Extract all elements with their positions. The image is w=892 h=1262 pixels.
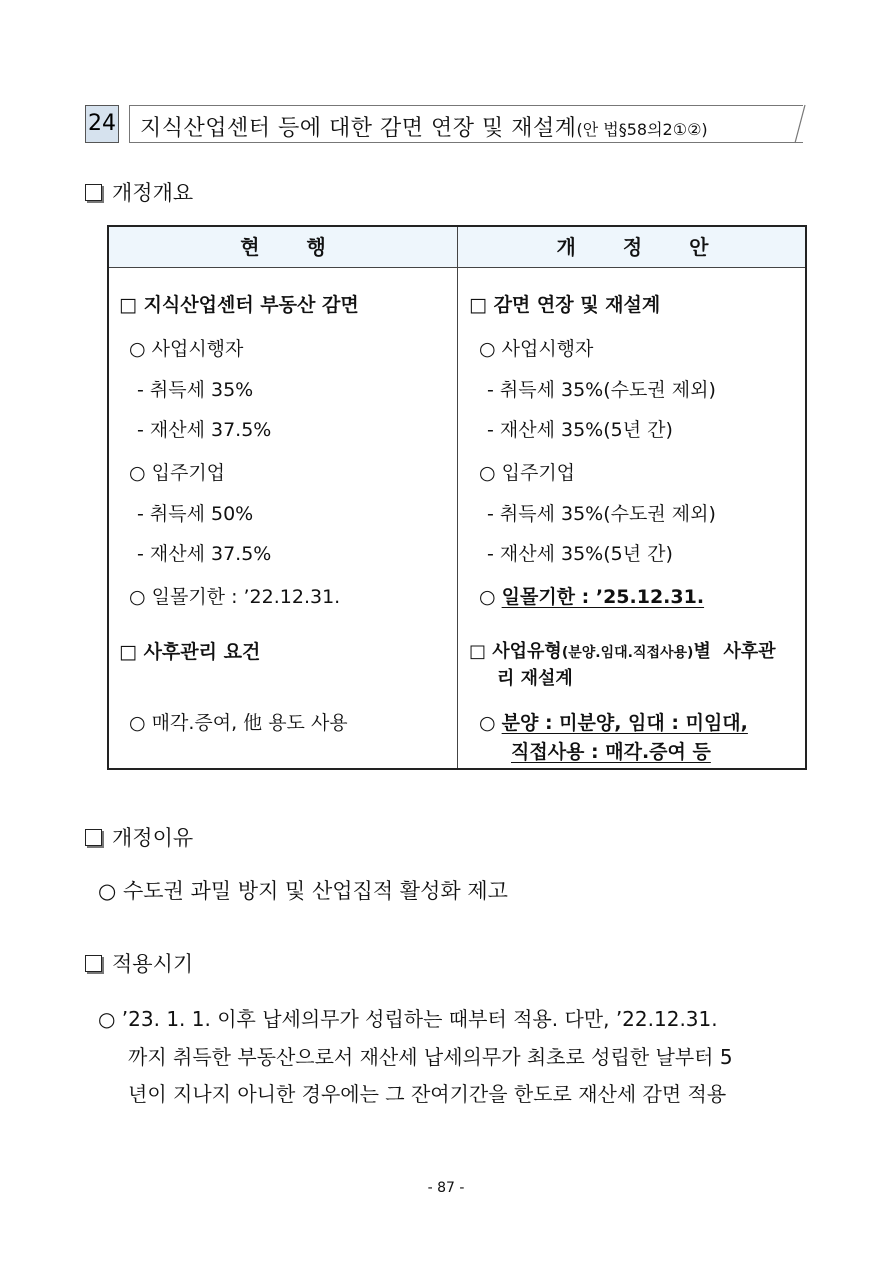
timing-text-line1: ○ ’23. 1. 1. 이후 납세의무가 성립하는 때부터 적용. 다만, ’22.12.31. — [98, 1007, 718, 1031]
overview-heading-label: 개정개요 — [112, 181, 194, 205]
section-title-ref: (안 법§58의2①②) — [576, 120, 708, 139]
column-header-proposed: 개 정 안 — [556, 235, 729, 259]
checkbox-square-icon — [85, 184, 102, 201]
timing-heading — [85, 948, 193, 978]
proposed-sunset-value: 일몰기한 : ’25.12.31. — [501, 586, 705, 608]
proposed-post-value-1: 분양 : 미분양, 임대 : 미임대, — [501, 712, 748, 734]
proposed-tenant-label: ○ 입주기업 — [479, 462, 576, 484]
reason-text: ○ 수도권 과밀 방지 및 산업집적 활성화 제고 — [98, 879, 508, 903]
current-operator-prop-tax: - 재산세 37.5% — [137, 419, 272, 441]
current-tenant-label: ○ 입주기업 — [129, 462, 226, 484]
proposed-title-2-small: (분양.임대.직접사용) — [561, 645, 694, 661]
proposed-title-1: □ 감면 연장 및 재설계 — [469, 294, 661, 316]
proposed-title-2-a: □ 사업유형 — [469, 641, 562, 662]
current-tenant-prop-tax: - 재산세 37.5% — [137, 543, 272, 565]
comparison-table — [107, 225, 807, 770]
proposed-title-2 — [469, 637, 776, 663]
proposed-operator-acq-tax: - 취득세 35%(수도권 제외) — [487, 379, 716, 401]
current-title-2: □ 사후관리 요건 — [119, 641, 261, 663]
proposed-sunset — [479, 582, 704, 609]
proposed-post-management-line1 — [479, 708, 748, 735]
proposed-tenant-prop-tax: - 재산세 35%(5년 간) — [487, 543, 673, 565]
checkbox-square-icon — [85, 829, 102, 846]
reason-heading-label: 개정이유 — [112, 826, 194, 850]
proposed-operator-prop-tax: - 재산세 35%(5년 간) — [487, 419, 673, 441]
overview-heading — [85, 177, 193, 207]
proposed-operator-label: ○ 사업시행자 — [479, 338, 594, 360]
proposed-title-2-line2: 리 재설계 — [497, 668, 573, 689]
current-sunset: ○ 일몰기한 : ’22.12.31. — [129, 586, 341, 608]
section-title-main: 지식산업센터 등에 대한 감면 연장 및 재설계 — [140, 116, 577, 141]
section-title — [140, 111, 708, 142]
timing-text-line3: 년이 지나지 아니한 경우에는 그 잔여기간을 한도로 재산세 감면 적용 — [128, 1082, 727, 1106]
reason-heading — [85, 822, 193, 852]
current-operator-label: ○ 사업시행자 — [129, 338, 244, 360]
current-title-1: □ 지식산업센터 부동산 감면 — [119, 294, 359, 316]
column-divider — [457, 227, 458, 768]
proposed-post-management-line2: 직접사용 : 매각.증여 등 — [511, 741, 711, 763]
checkbox-square-icon — [85, 955, 102, 972]
proposed-sunset-bullet: ○ — [479, 586, 502, 608]
proposed-title-2-b: 별 사후관 — [693, 641, 776, 662]
timing-heading-label: 적용시기 — [112, 952, 194, 976]
current-tenant-acq-tax: - 취득세 50% — [137, 503, 254, 525]
timing-text-line2: 까지 취득한 부동산으로서 재산세 납세의무가 최초로 성립한 날부터 5 — [128, 1045, 733, 1069]
column-header-current: 현 행 — [240, 235, 346, 259]
proposed-post-bullet: ○ — [479, 712, 502, 734]
page-number: - 87 - — [427, 1180, 465, 1196]
current-operator-acq-tax: - 취득세 35% — [137, 379, 254, 401]
section-number-badge: 24 — [85, 105, 119, 143]
title-box-slant-edge — [792, 104, 806, 144]
current-post-management: ○ 매각.증여, 他 용도 사용 — [129, 712, 348, 734]
proposed-tenant-acq-tax: - 취득세 35%(수도권 제외) — [487, 503, 716, 525]
